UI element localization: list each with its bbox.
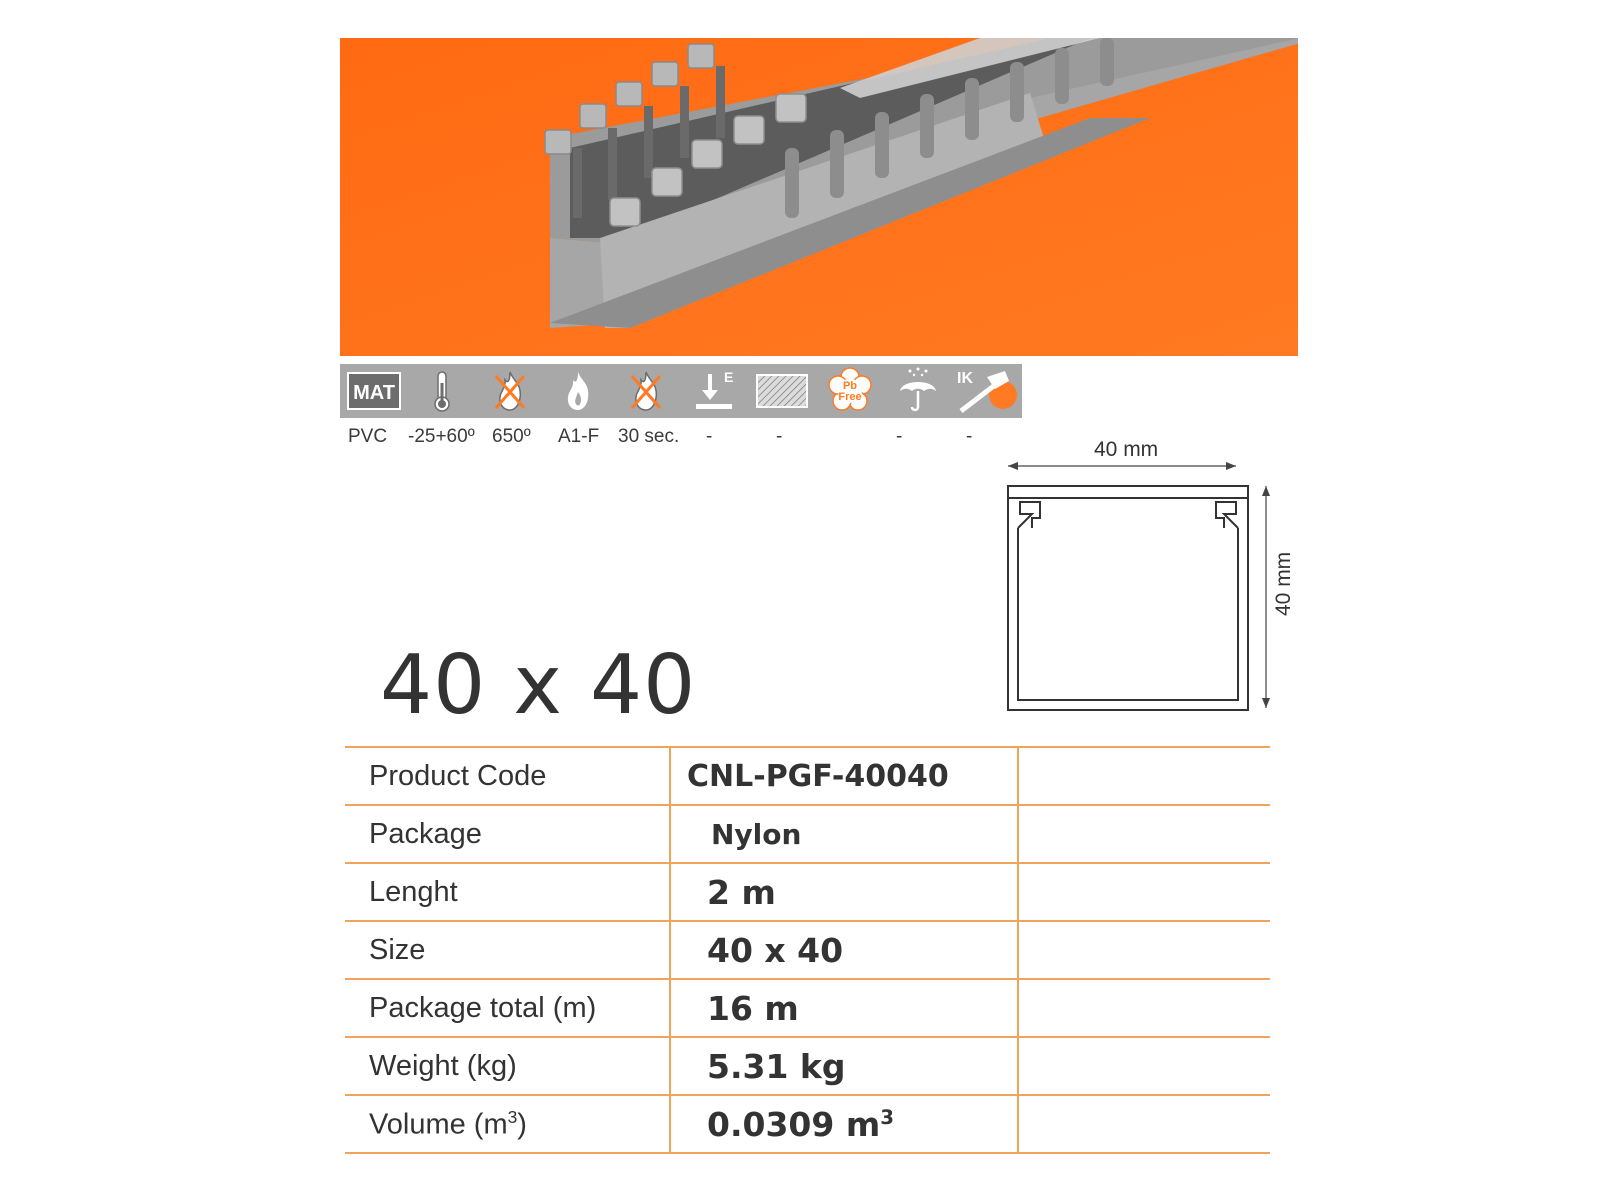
row-value: 2 m [670,863,1018,921]
row-empty-cell [1018,863,1270,921]
no-flame-icon [476,364,544,418]
svg-text:Pb: Pb [842,380,858,392]
svg-text:Free: Free [838,391,862,403]
row-label: Lenght [345,863,670,921]
row-value [670,1095,1018,1153]
row-empty-cell [1018,805,1270,863]
row-value: CNL-PGF-40040 [670,747,1018,805]
spec-fire-class: A1-F [558,426,600,447]
no-flame-spread-icon [612,364,680,418]
volume-label-text: Volume (m [369,1108,508,1141]
icon-strip [340,364,1022,418]
row-value: 16 m [670,979,1018,1037]
height-label: 40 mm [1272,551,1295,616]
mat-icon [340,364,408,418]
volume-label-end: ) [517,1108,527,1141]
row-empty-cell [1018,921,1270,979]
row-label: Weight (kg) [345,1037,670,1095]
pb-free-icon [816,364,884,418]
table-row [345,979,1270,1037]
spec-flame-time: 30 sec. [618,426,680,447]
spec-pattern: - [776,426,783,447]
product-banner [340,38,1298,356]
width-label: 40 mm [1094,438,1159,461]
table-row [345,863,1270,921]
table-row [345,1095,1270,1153]
cable-duct-image [340,38,1298,356]
row-empty-cell [1018,979,1270,1037]
row-value: Nylon [670,805,1018,863]
spec-earth: - [706,426,713,447]
volume-label-sup: 3 [507,1106,518,1127]
volume-value-sup: 3 [880,1105,894,1129]
row-label: Size [345,921,670,979]
umbrella-rain-icon [884,364,952,418]
table-row [345,1037,1270,1095]
ik-hammer-text: IK [957,370,973,387]
table-row [345,747,1270,805]
row-label: Product Code [345,747,670,805]
row-label [345,1095,670,1153]
row-empty-cell [1018,1095,1270,1153]
spec-table [345,746,1270,1154]
spec-glow-wire: 650º [492,426,531,447]
row-empty-cell [1018,1037,1270,1095]
row-label: Package [345,805,670,863]
thermometer-icon [408,364,476,418]
row-label: Package total (m) [345,979,670,1037]
row-empty-cell [1018,747,1270,805]
row-value: 5.31 kg [670,1037,1018,1095]
spec-water: - [896,426,903,447]
row-value: 40 x 40 [670,921,1018,979]
duct-cross-section [996,438,1296,728]
spec-material: PVC [348,426,388,447]
volume-value-text: 0.0309 m [707,1104,881,1144]
table-row [345,805,1270,863]
earth-ground-text: E [724,369,734,385]
earth-ground-icon [680,364,748,418]
ik-hammer-icon [952,364,1020,418]
spec-impact: - [966,426,973,447]
table-row [345,921,1270,979]
spec-temperature: -25+60º [408,426,475,447]
mat-icon-text: MAT [353,382,395,404]
flame-icon [544,364,612,418]
dimension-drawing [996,438,1296,728]
hatch-pattern-icon [748,364,816,418]
spec-values-row [340,426,1040,452]
size-heading: 40 x 40 [380,638,697,733]
